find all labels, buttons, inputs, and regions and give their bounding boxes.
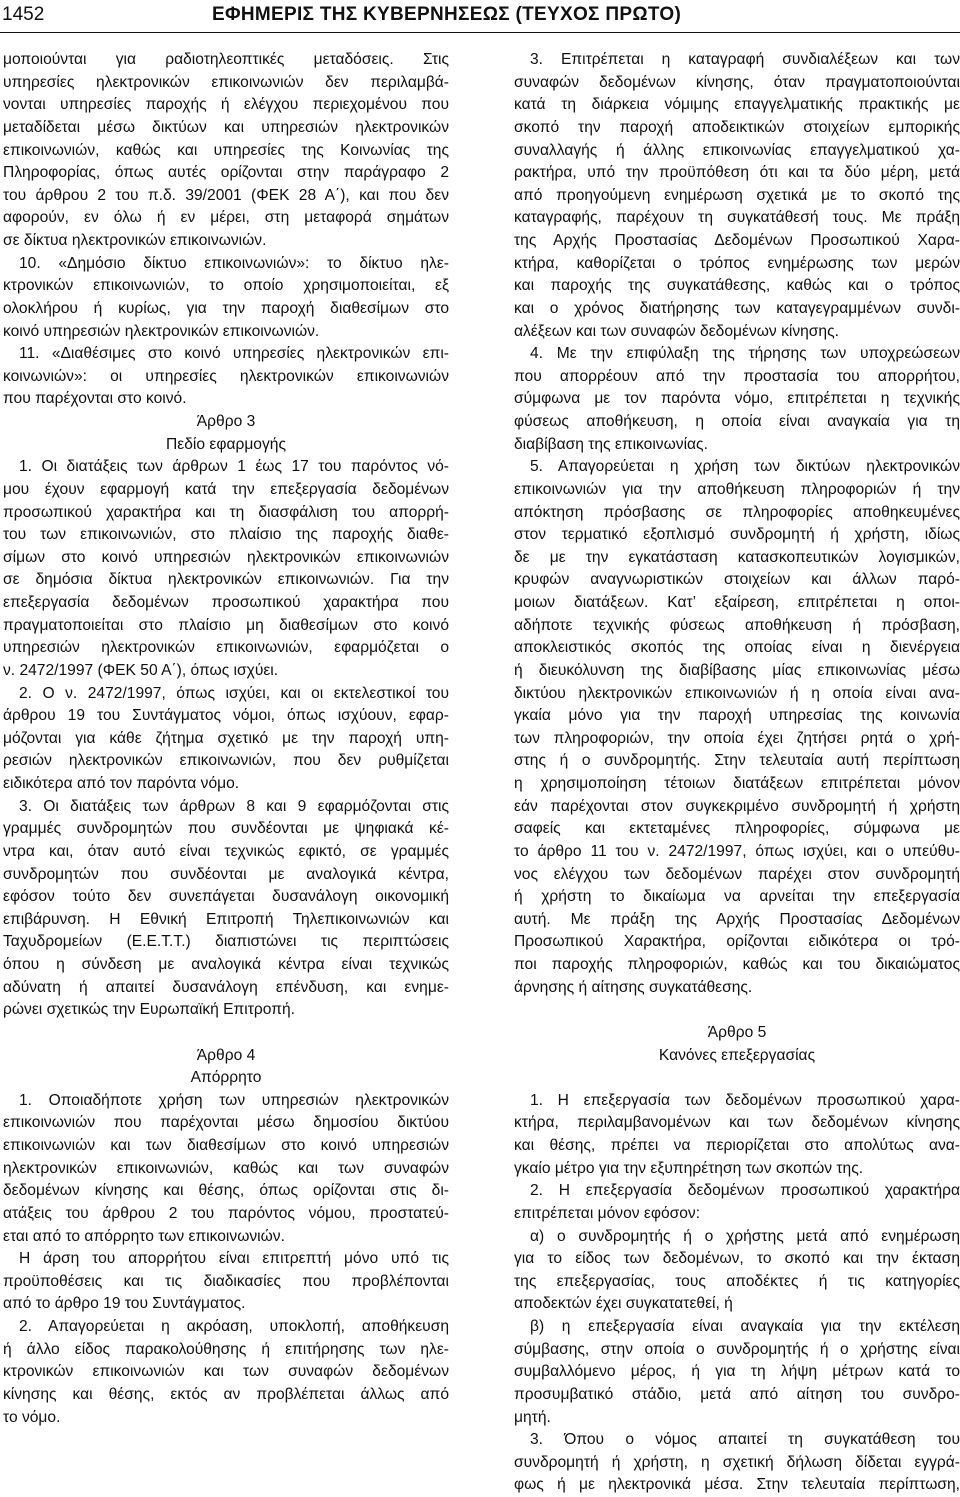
text-line: κρυφών αναγνωριστικών στοιχείων και άλλων παρό- — [514, 571, 960, 589]
gazette-title: ΕΦΗΜΕΡΙΣ ΤΗΣ ΚΥΒΕΡΝΗΣΕΩΣ (ΤΕΥΧΟΣ ΠΡΩΤΟ) — [212, 4, 682, 25]
text-line: φως ή με ηλεκτρονικά μέσα. Στην τελευταία περίπτωση, — [514, 1476, 960, 1494]
text-line: ατάξεις του άρθρου 2 του παρόντος νόμου, προστατεύ- — [3, 1204, 449, 1222]
text-line: αυτή. Με πράξη της Αρχής Προστασίας Δεδομένων — [514, 910, 960, 928]
text-line: που απορρέουν από την προστασία του απορρήτου, — [514, 367, 960, 385]
text-line: σε δίκτυα ηλεκτρονικών επικοινωνιών. — [3, 232, 267, 249]
header-rule — [0, 32, 960, 33]
text-line: σκοπό την παροχή αποδεικτικών στοιχείων εμπορικής — [514, 118, 960, 136]
text-line: δε με την εγκατάσταση κατασκοπευτικών λογισμικών, — [514, 548, 960, 566]
text-line: και παροχής της συγκατάθεσης, καθώς και ο τρόπος — [514, 277, 960, 295]
text-line: υπηρεσιών ηλεκτρονικών επικοινωνιών, εφαρμόζεται ο — [3, 639, 449, 657]
text-line: συνδρομητών που συνδέονται με αναλογικά κέντρα, — [3, 865, 449, 883]
text-line: του των επικοινωνιών, στο πλαίσιο της παροχής διαθε- — [3, 526, 449, 544]
text-line: ρώνει σχετικώς την Ευρωπαϊκή Επιτροπή. — [3, 1001, 296, 1019]
text-line: ποι παροχής πληροφοριών, καθώς και του δικαιώματος — [514, 956, 960, 973]
text-line: κατά τη διάρκεια νόμιμης επαγγελματικής πρακτικής με — [514, 96, 960, 114]
text-line: α) ο συνδρομητής ή ο χρήστης μετά από ενημέρωση — [530, 1227, 960, 1245]
text-line: ή χρήστη το δικαίωμα να αρνείται την επεξεργασία — [514, 888, 960, 906]
text-line: μου έχουν εφαρμογή κατά την επεξεργασία δεδομένων — [3, 480, 449, 498]
left-column — [3, 49, 449, 1429]
text-line: ρεσιών ηλεκτρονικών επικοινωνιών, που δεν ρυθμίζεται — [3, 752, 449, 770]
article-heading-line: Άρθρο 3 — [196, 413, 256, 430]
text-line: και θέσης, πρέπει να περιορίζεται στο απολύτως ανα- — [514, 1137, 960, 1154]
text-line: επιτρέπεται μόνον εφόσον: — [514, 1204, 701, 1222]
text-line: 1. Οι διατάξεις των άρθρων 1 έως 17 του παρόντος νό- — [19, 458, 449, 476]
text-line: 2. Απαγορεύεται η ακρόαση, υποκλοπή, αποθήκευση — [19, 1318, 449, 1335]
text-line: συναλλαγής ή άλλης επικοινωνίας επαγγελματικού χα- — [514, 141, 960, 159]
text-line: το άρθρο 11 του ν. 2472/1997, όπως ισχύει, και ο υπεύθυ- — [514, 842, 960, 860]
text-line: όπου η σύνδεση με αναλογικά κέντρα είναι τεχνικώς — [3, 956, 449, 973]
text-line: μόζονται για κάθε ζήτημα σχετικό με την παροχή υπη- — [3, 729, 449, 747]
text-line: β) η επεξεργασία είναι αναγκαία για την εκτέλεση — [530, 1318, 960, 1335]
text-line: ή άλλο είδος παρακολούθησης ή επιτήρησης των ηλε- — [3, 1340, 449, 1358]
text-line: ή διευκόλυνση της διαβίβασης μίας επικοινωνίας μέσω — [514, 661, 960, 679]
text-line: της επεξεργασίας, τους αποδέκτες ή τις κατηγορίες — [514, 1272, 960, 1290]
text-line: ρακτήρα, υπό την προϋπόθεση ότι και τα δύο μέρη, μετά — [514, 164, 960, 182]
text-line: αποκλειστικός σκοπός της οποίας είναι η διενέργεια — [514, 639, 960, 657]
text-line: κτρονικών επικοινωνιών, το οποίο χρησιμοποιείται, εξ — [3, 277, 449, 295]
text-line: γραμμές συνδρομητών που συνδέονται με ψηφιακά κέ- — [3, 820, 449, 838]
text-line: νονται υπηρεσίες παροχής ή ελέγχου περιεχομένου που — [3, 96, 449, 114]
text-line: 4. Με την επιφύλαξη της τήρησης των υποχρεώσεων — [530, 345, 960, 363]
text-line: καταγραφής, παρέχουν τη συγκατάθεσή τους. Με πράξη — [514, 209, 960, 227]
text-line: πραγματοποιείται στο πλαίσιο μη διαθεσίμων στο κοινό — [3, 616, 449, 634]
text-line: αδήποτε τεχνικής φύσεως αποθήκευση ή πρόσβαση, — [514, 616, 960, 634]
text-line: σύμβασης, στην οποία ο συνδρομητής ή ο χρήστης είναι — [514, 1340, 960, 1358]
article-heading-line: Απόρρητο — [190, 1069, 262, 1087]
text-line: αδύνατη ή απαιτεί δυσανάλογη επένδυση, και ενημε- — [3, 978, 449, 996]
text-line: προϋποθέσεις και τις διαδικασίες που προβλέπονται — [3, 1272, 449, 1290]
text-line: μεταδίδεται μέσω δικτύων και υπηρεσιών ηλεκτρονικών — [3, 118, 449, 136]
text-line: νος ελέγχου των δεδομένων παρέχει στον συνδρομητή — [514, 865, 960, 883]
article-heading-line: Άρθρο 4 — [196, 1046, 256, 1064]
text-line: 5. Απαγορεύεται η χρήση των δικτύων ηλεκτρονικών — [530, 458, 960, 476]
text-line: κοινό υπηρεσιών ηλεκτρονικών επικοινωνιών. — [3, 322, 320, 340]
text-line: γκαίο μέτρο για την εξυπηρέτηση των σκοπών της. — [514, 1159, 864, 1177]
text-line: απόκτηση πρόσβασης σε πληροφορίες αποθηκευμένες — [514, 503, 960, 521]
text-line: δεδομένων κίνησης και θέσης, όπως ορίζονται στις δι- — [3, 1182, 449, 1200]
article-heading-line: Πεδίο εφαρμογής — [166, 435, 286, 453]
text-line: μοιων διατάξεων. Κατ’ εξαίρεση, επιτρέπεται η οποι- — [514, 594, 960, 611]
text-line: 1. Οποιαδήποτε χρήση των υπηρεσιών ηλεκτρονικών — [19, 1091, 449, 1109]
text-line: ν. 2472/1997 (ΦΕΚ 50 Α΄), όπως ισχύει. — [3, 661, 279, 679]
text-line: δικτύου ηλεκτρονικών επικοινωνιών ή η οποία είναι ανα- — [514, 684, 960, 702]
text-line: στης ή ο συνδρομητής. Στην τελευταία αυτή περίπτωση — [514, 752, 960, 770]
text-line: από το άρθρο 19 του Συντάγματος. — [3, 1295, 246, 1313]
text-line: κτήρα, περιλαμβανομένων και των δεδομένων κίνησης — [514, 1114, 960, 1132]
text-line: σαφείς και εκτεταμένες πληροφορίες, σύμφωνα με — [514, 820, 960, 838]
page-header — [0, 0, 960, 36]
text-line: επεξεργασία δεδομένων προσωπικού χαρακτήρα που — [3, 594, 449, 611]
text-line: 1. Η επεξεργασία των δεδομένων προσωπικού χαρα- — [530, 1091, 960, 1109]
text-line: αποδεκτών έχει συγκατατεθεί, ή — [514, 1295, 733, 1313]
text-line — [514, 1067, 960, 1090]
text-line: ντρα και, όταν αυτό είναι τεχνικώς εφικτό, σε γραμμές — [3, 842, 449, 860]
text-line: γκαία μόνο για την παροχή υπηρεσίας της κοινωνία — [514, 707, 960, 725]
text-line: 3. Όπου ο νόμος απαιτεί τη συγκατάθεση του — [530, 1431, 960, 1449]
text-line: αλέξεων και των συναφών δεδομένων κίνησης. — [514, 322, 839, 340]
text-line: μοποιούνται για ραδιοτηλεοπτικές μεταδόσεις. Στις — [3, 51, 449, 68]
text-line: κτήρα, καθορίζεται ο τρόπος ενημέρωσης των μερών — [514, 254, 960, 272]
text-line: επικοινωνιών, καθώς και υπηρεσίες της Κοινωνίας της — [3, 141, 449, 159]
text-line: προσυμβατικό στάδιο, μετά από αίτηση του συνδρο- — [514, 1385, 960, 1403]
text-line: μητή. — [514, 1408, 551, 1426]
text-line: του άρθρου 2 του π.δ. 39/2001 (ΦΕΚ 28 Α΄), και που δεν — [3, 186, 449, 204]
text-line: 11. «Διαθέσιμες στο κοινό υπηρεσίες ηλεκτρονικών επι- — [19, 345, 449, 363]
text-line: των πληροφοριών, την οποία έχει ζητήσει ρητά ο χρή- — [514, 729, 960, 747]
text-line: ειδικότερα από τον παρόντα νόμο. — [3, 775, 240, 792]
text-line: αφορούν, εν όλω ή εν μέρει, στη μεταφορά σημάτων — [3, 209, 449, 227]
text-line: από προηγούμενη ενημέρωση σχετικά με το σκοπό της — [514, 186, 960, 204]
right-column — [514, 49, 960, 1497]
text-line: άρνησης ή αίτησης συγκατάθεσης. — [514, 978, 753, 996]
text-line: συναφών δεδομένων κίνησης, όταν πραγματοποιούνται — [514, 73, 960, 91]
text-line: 10. «Δημόσιο δίκτυο επικοινωνιών»: το δίκτυο ηλε- — [19, 254, 449, 272]
text-line: η χρησιμοποίηση τέτοιων διατάξεων επιτρέπεται μόνον — [514, 775, 960, 792]
text-line: 2. Η επεξεργασία δεδομένων προσωπικού χαρακτήρα — [530, 1182, 960, 1200]
text-line: ολοκλήρου ή κυρίως, για την παροχή διαθεσίμων στο — [3, 299, 449, 317]
text-line: για το είδος των δεδομένων, το σκοπό και την έκταση — [514, 1250, 960, 1268]
page-number: 1452 — [2, 4, 45, 25]
text-line: το νόμο. — [3, 1408, 61, 1426]
text-line — [3, 1022, 449, 1045]
text-line: σύμφωνα με τον παρόντα νόμο, επιτρέπεται η τεχνικής — [514, 390, 960, 408]
text-line: σε δημόσια δίκτυα ηλεκτρονικών επικοινωνιών. Για την — [3, 571, 449, 589]
text-line: διαβίβαση της επικοινωνίας. — [514, 435, 708, 453]
text-line: κίνησης και θέσης, εκτός αν προβλέπεται άλλως από — [3, 1385, 449, 1403]
text-line: συμβαλλόμενο μέρος, ή για τη λήψη μέτρων κατά το — [514, 1363, 960, 1381]
text-line: σίμων στο κοινό υπηρεσιών ηλεκτρονικών επικοινωνιών — [3, 548, 449, 566]
text-line: 3. Επιτρέπεται η καταγραφή συνδιαλέξεων και των — [530, 51, 960, 68]
text-line: στον τερματικό εξοπλισμό συνδρομητή ή χρήστη, ιδίως — [514, 526, 960, 544]
text-line: και ο χρόνος διατήρησης των καταγεγραμμένων συνδι- — [514, 299, 960, 317]
text-line: επικοινωνιών που παρέχονται μέσω δημοσίου δικτύου — [3, 1114, 449, 1132]
text-line — [514, 999, 960, 1022]
text-line: 2. Ο ν. 2472/1997, όπως ισχύει, και οι εκτελεστικοί του — [19, 684, 449, 702]
text-line: Πληροφορίας, όπως αυτές ορίζονται στην παράγραφο 2 — [3, 164, 449, 182]
text-line: 3. Οι διατάξεις των άρθρων 8 και 9 εφαρμόζονται στις — [19, 797, 449, 815]
text-line: Η άρση του απορρήτου είναι επιτρεπτή μόνο υπό τις — [19, 1250, 449, 1268]
text-line: της Αρχής Προστασίας Δεδομένων Προσωπικού Χαρα- — [514, 232, 960, 249]
text-line: επικοινωνιών για την αποθήκευση πληροφοριών ή την — [514, 480, 960, 498]
text-line: Προσωπικού Χαρακτήρα, ορίζονται ειδικότερα οι τρό- — [514, 933, 960, 951]
text-line: εφόσον τούτο δεν συνεπάγεται δυσανάλογη οικονομική — [3, 888, 449, 906]
text-line: επιβάρυνση. Η Εθνική Επιτροπή Τηλεπικοινωνιών και — [3, 910, 449, 928]
article-heading-line: Κανόνες επεξεργασίας — [658, 1046, 816, 1064]
text-line: επικοινωνιών και των διαθεσίμων στο κοινό υπηρεσιών — [3, 1137, 449, 1154]
text-line: συνδρομητή ή χρήστη, η σχετική δήλωση δίδεται εγγρά- — [514, 1453, 960, 1471]
article-heading-line: Άρθρο 5 — [707, 1023, 767, 1041]
text-line: εται από το απόρρητο των επικοινωνιών. — [3, 1227, 285, 1245]
text-line: προσωπικού χαρακτήρα και τη διασφάλιση του απορρή- — [3, 503, 449, 521]
text-line: άρθρου 19 του Συντάγματος νόμοι, όπως ισχύουν, εφαρ- — [3, 707, 449, 725]
text-line: εάν παρέχονται στον συγκεκριμένο συνδρομητή ή χρήστη — [514, 797, 960, 815]
text-line: κοινωνιών»: οι υπηρεσίες ηλεκτρονικών επικοινωνιών — [3, 367, 449, 385]
text-line: φύσεως αποθήκευση, η οποία είναι αναγκαία για τη — [514, 413, 960, 430]
text-line: ηλεκτρονικών επικοινωνιών, καθώς και των συναφών — [3, 1159, 449, 1177]
text-line: Ταχυδρομείων (Ε.Ε.Τ.Τ.) διαπιστώνει τις περιπτώσεις — [3, 933, 449, 951]
text-line: κτρονικών επικοινωνιών και των συναφών δεδομένων — [3, 1363, 449, 1381]
text-line: που παρέχονται στο κοινό. — [3, 390, 187, 408]
text-line: υπηρεσίες ηλεκτρονικών επικοινωνιών δεν περιλαμβά- — [3, 73, 449, 91]
